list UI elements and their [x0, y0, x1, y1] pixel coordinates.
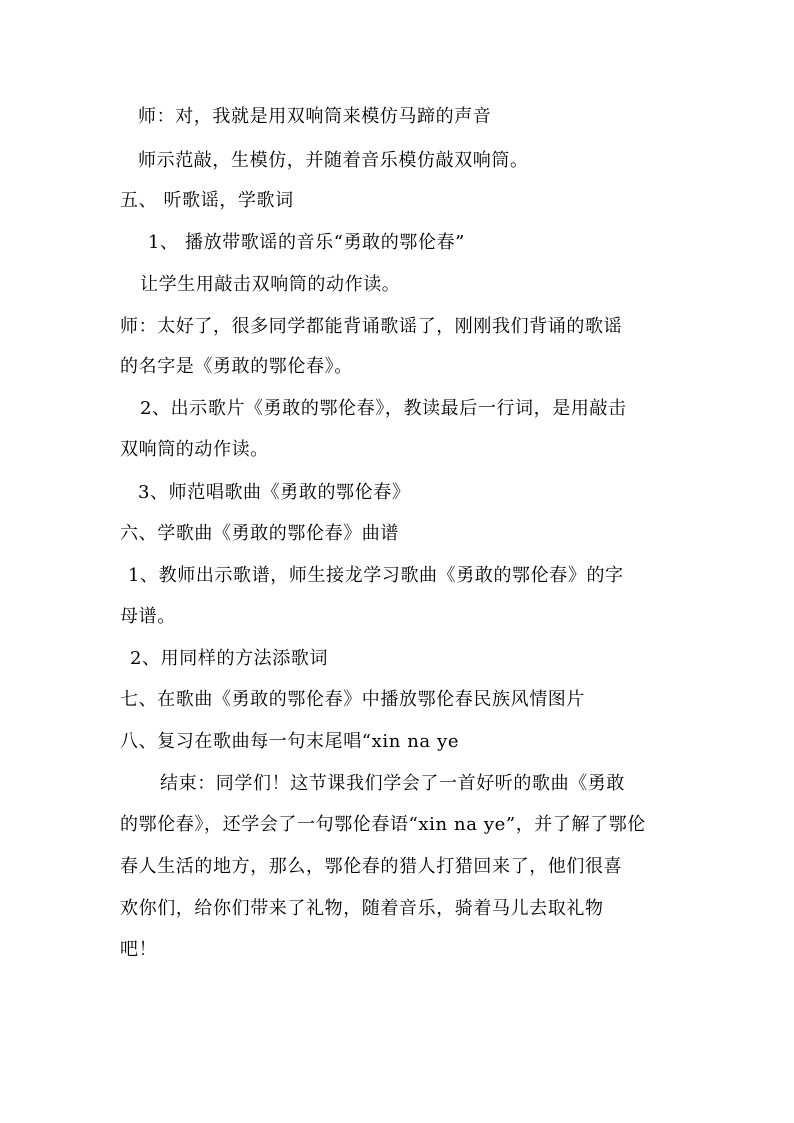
text-line: 的鄂伦春》，还学会了一句鄂伦春语“xin na ye”，并了解了鄂伦	[120, 814, 646, 835]
text-line: 春人生活的地方，那么，鄂伦春的猎人打猎回来了，他们很喜	[120, 856, 623, 877]
section-heading: 五、 听歌谣，学歌词	[120, 190, 294, 211]
section-heading: 八、复习在歌曲每一句末尾唱“xin na ye	[120, 731, 460, 752]
text-line: 的名字是《勇敢的鄂伦春》。	[120, 356, 353, 377]
text-line: 师：太好了，很多同学都能背诵歌谣了，刚刚我们背诵的歌谣	[120, 316, 623, 337]
text-line: 1、 播放带歌谣的音乐“勇敢的鄂伦春”	[148, 232, 465, 253]
text-line: 3、师范唱歌曲《勇敢的鄂伦春》	[138, 482, 411, 503]
text-line: 师：对，我就是用双响筒来模仿马蹄的声音	[138, 106, 492, 127]
text-line: 师示范敲，生模仿，并随着音乐模仿敲双响筒。	[138, 150, 529, 171]
text-line: 吧！	[120, 939, 158, 960]
text-line: 让学生用敲击双响筒的动作读。	[140, 274, 401, 295]
text-line: 结束：同学们！这节课我们学会了一首好听的歌曲《勇敢	[160, 773, 625, 794]
text-line: 2、出示歌片《勇敢的鄂伦春》，教读最后一行词，是用敲击	[140, 398, 627, 419]
text-line: 母谱。	[120, 606, 176, 627]
text-line: 双响筒的动作读。	[120, 439, 269, 460]
text-line: 2、用同样的方法添歌词	[130, 648, 329, 669]
section-heading: 六、学歌曲《勇敢的鄂伦春》曲谱	[120, 523, 399, 544]
section-heading: 七、在歌曲《勇敢的鄂伦春》中播放鄂伦春民族风情图片	[120, 689, 585, 710]
text-line: 欢你们，给你们带来了礼物，随着音乐，骑着马儿去取礼物	[120, 898, 604, 919]
text-line: 1、教师出示歌谱，师生接龙学习歌曲《勇敢的鄂伦春》的字	[128, 565, 624, 586]
